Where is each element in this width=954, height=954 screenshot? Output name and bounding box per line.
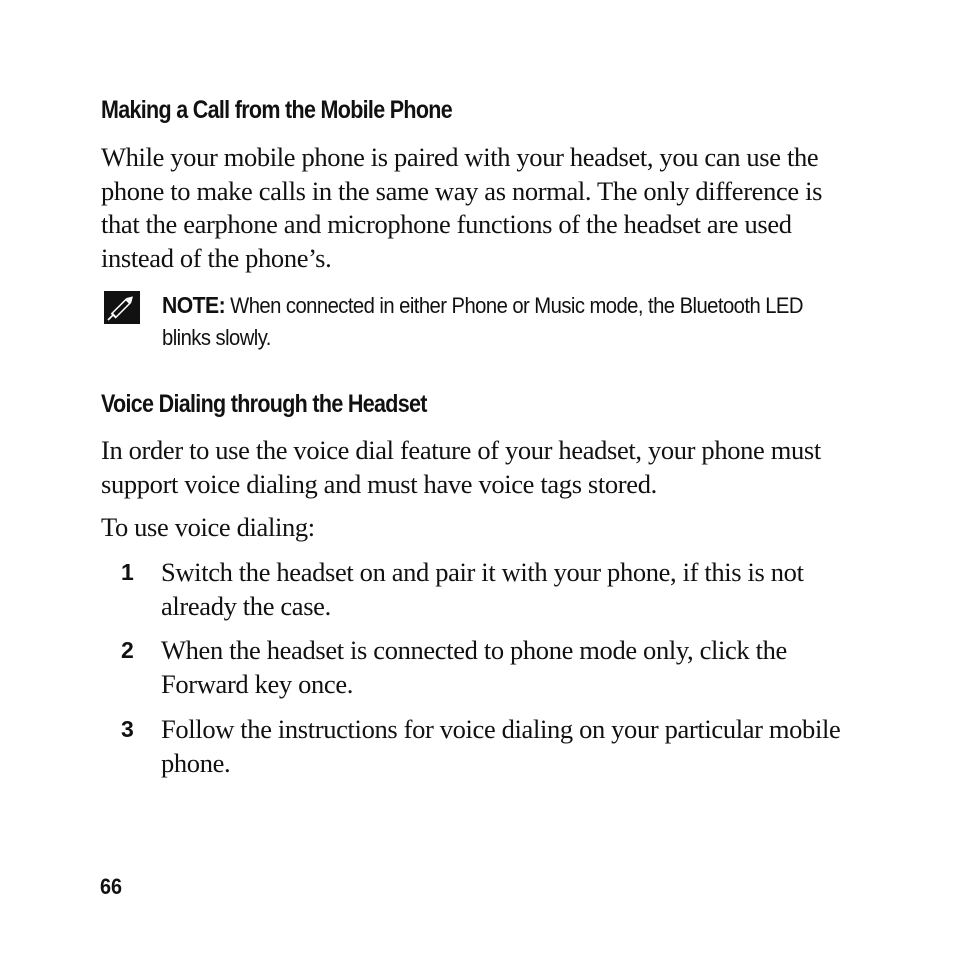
step-text-after: once. — [298, 668, 354, 699]
section-heading-voice-dialing: Voice Dialing through the Headset — [101, 390, 427, 418]
note-text — [162, 289, 806, 354]
step-text-before: When the headset is connected to phone mode only, click the — [161, 635, 787, 665]
note-body: When connected in either Phone or Music mode, the Bluetooth LED blinks slowly. — [162, 293, 803, 350]
step-text: Follow the instructions for voice dialing on your particular mobile phone. — [161, 714, 841, 778]
step-text: Switch the headset on and pair it with your phone, if this is not already the case. — [161, 557, 804, 621]
forward-key-term: Forward key — [161, 668, 292, 699]
step-number: 2 — [121, 637, 134, 663]
step-number: 3 — [121, 716, 134, 742]
step-text — [161, 634, 861, 701]
making-a-call-paragraph: While your mobile phone is paired with your headset, you can use the phone to make calls in the same way as normal. The only difference is that the earphone and microphone functions of the headset are used instead of the phone’s. — [101, 142, 823, 273]
section-heading-making-a-call: Making a Call from the Mobile Phone — [101, 96, 453, 124]
voice-dialing-paragraph: In order to use the voice dial feature of your headset, your phone must support voice dialing and must have voice tags stored. — [101, 435, 821, 499]
note-pencil-icon — [104, 291, 140, 324]
note-label: NOTE: — [162, 292, 226, 318]
page-number: 66 — [100, 874, 123, 899]
step-number: 1 — [121, 559, 134, 585]
procedure-lead: To use voice dialing: — [101, 512, 315, 542]
